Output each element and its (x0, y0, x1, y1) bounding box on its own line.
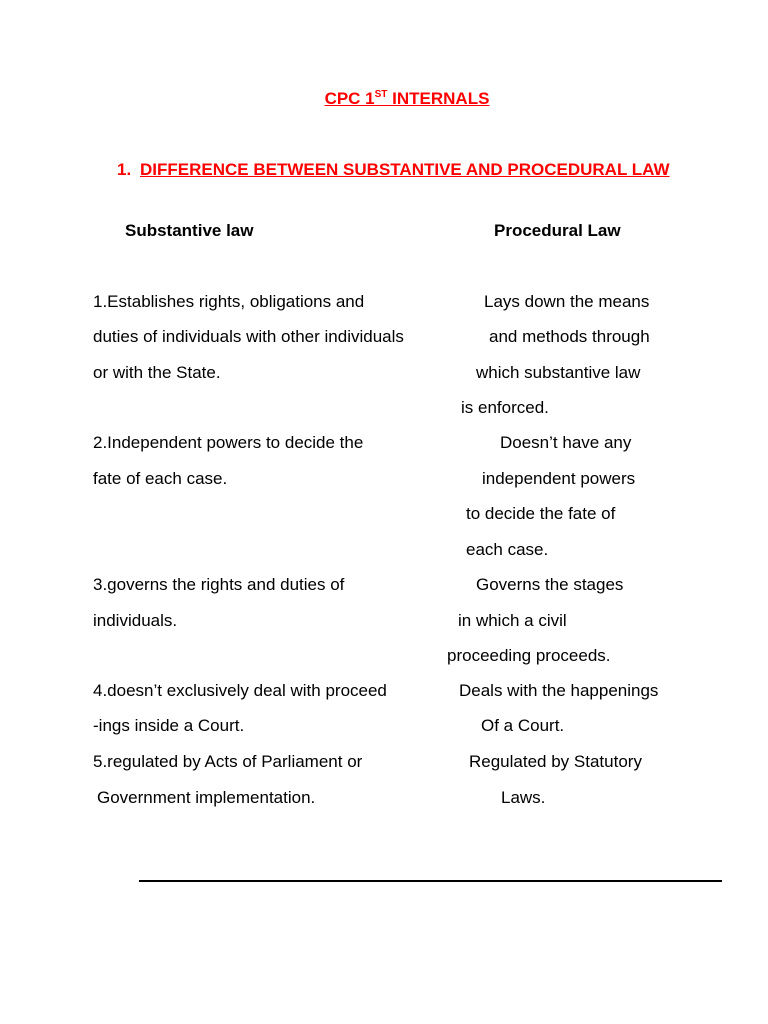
procedural-line: to decide the fate of (466, 504, 616, 523)
procedural-line: independent powers (482, 469, 636, 488)
substantive-line: or with the State. (93, 363, 221, 382)
substantive-line: 4.doesn’t exclusively deal with proceed (93, 681, 387, 700)
substantive-line: 2.Independent powers to decide the (93, 433, 364, 452)
procedural-line: Deals with the happenings (459, 681, 659, 700)
substantive-line: 1.Establishes rights, obligations and (93, 292, 365, 311)
procedural-line: Doesn’t have any (500, 433, 632, 452)
procedural-line: Laws. (501, 788, 546, 807)
document-title (0, 89, 768, 109)
procedural-line: each case. (466, 540, 549, 559)
title-superscript: ST (374, 89, 388, 100)
procedural-line: and methods through (489, 327, 650, 346)
title-main: CPC 1 (324, 89, 375, 108)
substantive-line: duties of individuals with other individuals (93, 327, 404, 346)
title-rest: INTERNALS (387, 89, 490, 108)
procedural-line: Of a Court. (481, 716, 565, 735)
substantive-line: -ings inside a Court. (93, 716, 245, 735)
section-heading (117, 160, 670, 180)
section-heading-text: DIFFERENCE BETWEEN SUBSTANTIVE AND PROCEDURAL LAW (140, 160, 670, 179)
substantive-line: 5.regulated by Acts of Parliament or (93, 752, 363, 771)
column-header-procedural: Procedural Law (494, 221, 621, 240)
procedural-line: in which a civil (458, 611, 567, 630)
procedural-line: is enforced. (461, 398, 549, 417)
procedural-line: proceeding proceeds. (447, 646, 611, 665)
horizontal-rule (139, 880, 722, 882)
procedural-line: Lays down the means (484, 292, 650, 311)
procedural-line: Governs the stages (476, 575, 624, 594)
procedural-line: Regulated by Statutory (469, 752, 642, 771)
substantive-line: individuals. (93, 611, 178, 630)
column-header-substantive: Substantive law (125, 221, 254, 240)
procedural-line: which substantive law (476, 363, 641, 382)
substantive-line: fate of each case. (93, 469, 228, 488)
section-number: 1. (117, 160, 132, 179)
substantive-line: Government implementation. (97, 788, 316, 807)
substantive-line: 3.governs the rights and duties of (93, 575, 345, 594)
